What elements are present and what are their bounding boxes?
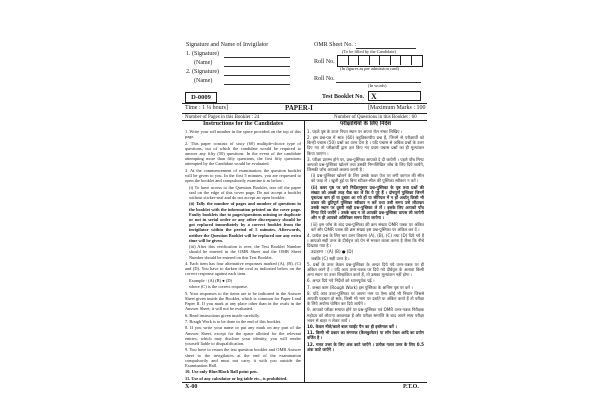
instruction-item: 3. परीक्षा प्रारम्भ होने पर, प्रश्न-पुस्तिका आपको दे दी जायेगी । पहले पाँच मिनट आपको प्रश्न-पुस्तिका खोलने तथा उसकी निम्नलिखित जाँच के लिए दिये जायेंगे, जिसकी जाँच आपको अवश्य करनी है : xyxy=(307,156,424,173)
column-divider xyxy=(304,120,305,382)
test-booklet-number: X xyxy=(368,91,421,101)
instruction-item: 7. कच्चा काम (Rough Work) इस पुस्तिका के अन्तिम पृष्ठ पर करें । xyxy=(307,284,413,290)
instructions-hindi-title: परीक्षार्थियों के लिए निर्देश xyxy=(339,121,392,127)
time-allowed: Time : 1 ¼ hours] xyxy=(185,105,228,111)
roll-number-note: (In figures as per admission card) xyxy=(340,66,399,71)
instruction-item: 8. If you write your name or put any mark on any part of the Answer Sheet, except for the space allotted for the relevant entries, which may disclose your identity, you will render yourself liable to disqualification. xyxy=(185,325,301,346)
instruction-item: 7. Rough Work is to be done in the end of this booklet. xyxy=(185,318,282,324)
instruction-item: 11. किसी भी प्रकार का संगणक (कैलकुलेटर) या लॉग टेबल आदि का प्रयोग वर्जित है । xyxy=(307,330,424,341)
instruction-item: (iii) इस जाँच के बाद प्रश्न-पुस्तिका की क्रम संख्या OMR पत्रक पर अंकित करें और OMR पत्रक की क्रम संख्या इस प्रश्न-पुस्तिका पर अंकित कर दें । xyxy=(311,221,424,232)
omr-note: (To be filled by the Candidate) xyxy=(342,49,396,54)
instruction-item: 10. केवल नीले/काले बाल प्वाईंट पैन का ही इस्तेमाल करें । xyxy=(307,323,397,329)
instruction-item: 9. You have to return the test question booklet and OMR Answer sheet to the invigilators at the end of the examination compulsorily and must not carry it with you outside the Examination Hall. xyxy=(185,347,301,368)
instruction-item: 6. Read instructions given inside carefully. xyxy=(185,312,260,318)
instructions-english-title: Instructions for the Candidates xyxy=(202,121,284,127)
instruction-item: 10. Use only Blue/Black Ball point pen. xyxy=(185,369,258,375)
instruction-item: 6. अन्दर दिये गये निर्देशों को ध्यानपूर्वक पढ़ें । xyxy=(307,278,375,284)
exam-booklet-cover xyxy=(182,40,427,392)
instruction-example: Example : (A) (B) ● (D) xyxy=(189,277,233,283)
instruction-item: 2. इस प्रश्न-पत्र में साठ (60) बहुविकल्पीय प्रश्न हैं, जिनमें से परीक्षार्थी को किन्हीं पचास (50) प्रश्नों का उत्तर देना है । यदि पचास से अधिक प्रश्नों के उत्तर दिए गए तो परीक्षार्थी द्वारा हल किए गए प्रथम पचास प्रश्नों का ही मूल्यांकन किया जाएगा । xyxy=(307,135,424,156)
instruction-item: 2. This paper consists of sixty (60) multiple-choice type of questions, out of which the candidate would be required to answer any fifty (50) questions. In the event of the candidate attempting more than fifty questions, the first fifty questions attempted by the Candidate would be evaluated. xyxy=(185,140,301,167)
instruction-item: 5. Your responses to the items are to be indicated in the Answer Sheet given inside the Booklet, which is common for Paper I and Paper II. If you mark at any place other than in the ovals in the Answer Sheet, it will not be evaluated. xyxy=(185,290,301,312)
instruction-item: 11. Use of any calculator or log table etc., is prohibited. xyxy=(185,375,288,381)
signature-2-line[interactable] xyxy=(224,75,290,76)
page-count: Number of Pages in this Booklet : 24 xyxy=(185,114,260,120)
instruction-item: (iii) After this verification is over, the Test Booklet Number should be entered in the OMR Sheet and the OMR Sheet Number should be entered on this Test Booklet. xyxy=(189,244,301,260)
instruction-item: 4. प्रत्येक प्रश्न के लिए चार उत्तर विकल्प (A), (B), (C) तथा (D) दिये गये हैं । आपको सही उत्तर के दीर्घवृत्त को पेन से भरकर काला करना है जैसा कि नीचे दिखाया गया है । xyxy=(307,232,424,249)
instruction-item: 3. At the commencement of examination, the question booklet will be given to you. In the first 5 minutes, you are requested to open the booklet and compulsorily examine it as below : xyxy=(185,167,301,184)
instruction-item: (ii) Tally the number of pages and number of questions in the booklet with the information printed on the cover page. Faulty booklets due to pages/questions missing or duplicate or not in serial order or any other discrepancy should be got replaced immediately by a correct booklet from the invigilator within the period of 5 minutes. Afterwards, neither the Question Booklet will be replaced nor any extra time will be given. xyxy=(189,201,301,243)
instruction-item: where (C) is the correct response. xyxy=(189,284,249,290)
omr-sheet-label: OMR Sheet No. : xyxy=(314,42,356,48)
signature-1-label: 1. (Signature) xyxy=(186,51,219,57)
instructions-hindi xyxy=(307,121,424,381)
invigilator-title: Signature and Name of Invigilator xyxy=(186,42,269,48)
instruction-item: 5. प्रश्नों के उत्तर केवल प्रश्न-पुस्तिका के अन्दर दिये गये उत्तर-पत्रक पर ही अंकित करने हैं । यदि आप उत्तर-पत्रक पर दिये गये दीर्घवृत्त के अलावा किसी अन्य स्थान पर उत्तर चिन्हांकित करते हैं, तो उसका मूल्यांकन नहीं होगा । xyxy=(307,261,424,278)
max-marks: [Maximum Marks : 100 xyxy=(368,105,426,111)
instruction-item: 9. आपको परीक्षा समाप्त होने पर प्रश्न-पुस्तिका एवं OMR उत्तर-पत्रक निरीक्षक महोदय को लौटाना आवश्यक है और परीक्षा समाप्ति के बाद अपने साथ परीक्षा भवन से बाहर न लेकर जायें । xyxy=(307,307,424,323)
instruction-item: जबकि (C) सही उत्तर है । xyxy=(311,255,350,261)
paper-title: PAPER-I xyxy=(285,104,313,112)
question-count: Number of Questions in this Booklet : 60 xyxy=(334,114,417,120)
instruction-item: (i) To have access to the Question Booklet, tear off the paper seal on the edge of this cover page. Do not accept a booklet without sticker-seal and do not accept an open booklet. xyxy=(189,184,301,200)
footer-pto: P.T.O. xyxy=(403,383,419,390)
instruction-item: 4. Each item has four alternative responses marked (A), (B), (C) and (D). You have to darken the oval as indicated below on the correct response against each item. xyxy=(185,261,301,277)
signature-1-line[interactable] xyxy=(224,57,290,58)
instruction-item: 12. गलत उत्तर के लिए अंक काटे जाएँगे । प्रत्येक गलत उत्तर के लिए 0.5 अंक काटे जाएँगे । xyxy=(307,341,424,352)
name-2-line[interactable] xyxy=(224,84,290,85)
paper-code: D-0009 xyxy=(185,92,217,103)
instruction-example: उदाहरण : (A) (B) ● (D) xyxy=(311,249,354,255)
instruction-item: 8. यदि आप उत्तर-पुस्तिका पर अपना नाम या ऐसा कोई भी निशान जिससे आपकी पहचान हो सके, किसी भी भाग पर दर्शाते या अंकित करते हैं तो परीक्षा के लिये अयोग्य घोषित कर दिये जायेंगे । xyxy=(307,290,424,307)
name-2-label: (Name) xyxy=(194,78,213,84)
roll-words-label: Roll No. xyxy=(314,76,335,82)
test-booklet-label: Test Booklet No. xyxy=(322,94,364,100)
instructions-english xyxy=(185,121,301,381)
instruction-item: 1. Write your roll number in the space provided on the top of this page. xyxy=(185,129,301,140)
instruction-item: 1. पहले पृष्ठ के ऊपर नियत स्थान पर अपना रोल नम्बर लिखिए । xyxy=(307,129,403,134)
name-1-label: (Name) xyxy=(194,60,213,66)
roll-words-note: (In words) xyxy=(368,83,387,88)
name-1-line[interactable] xyxy=(224,66,290,67)
divider xyxy=(182,382,427,383)
footer-code: X-00 xyxy=(185,383,198,390)
instruction-item: (i) प्रश्न-पुस्तिका खोलने के लिए उसके कवर पेज पर लगी कागज की सील को फाड़ लें । खुली हुई या बिना स्टीकर-सील की पुस्तिका स्वीकार न करें । xyxy=(311,173,424,184)
roll-number-label: Roll No. xyxy=(314,59,335,65)
instruction-item: (ii) कवर पृष्ठ पर छपे निर्देशानुसार प्रश्न-पुस्तिका के पृष्ठ तथा प्रश्नों की संख्या को अच्छी तरह चैक कर लें कि ये पूरे हैं । दोषपूर्ण पुस्तिका जिनमें पृष्ठ/प्रश्न कम हों या दुबारा आ गये हों या सीरियल में न हों अर्थात् किसी भी प्रकार की त्रुटिपूर्ण पुस्तिका स्वीकार न करें तथा उसी समय उसे लौटाकर उसके स्थान पर दूसरी सही प्रश्न-पुस्तिका ले लें । इसके लिए आपको पाँच मिनट दिये जायेंगे । उसके बाद न तो आपकी प्रश्न-पुस्तिका वापस ली जायेगी और न ही आपको अतिरिक्त समय दिया जायेगा । xyxy=(311,184,424,221)
signature-2-label: 2. (Signature) xyxy=(186,69,219,75)
